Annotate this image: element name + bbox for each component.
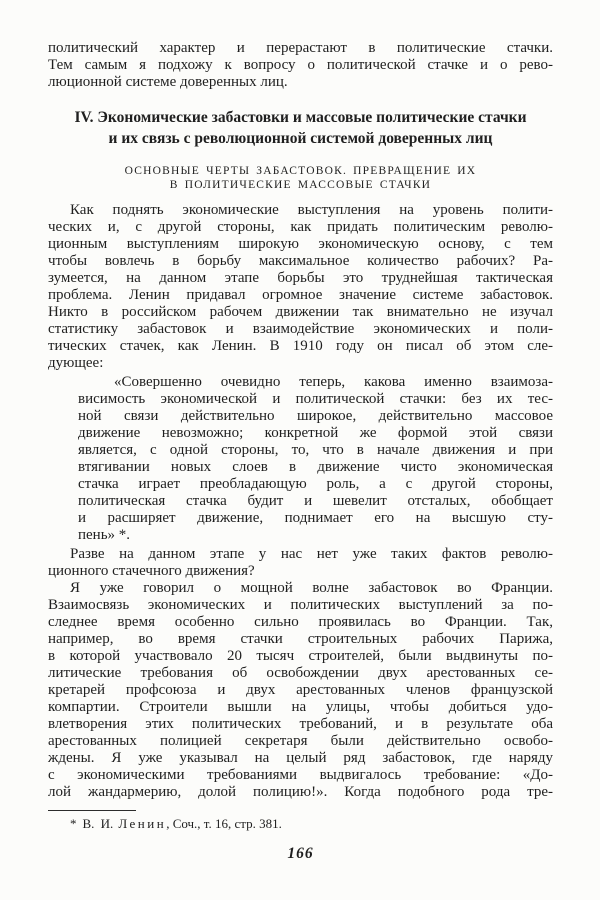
text-line: люционной системе доверенных лиц. xyxy=(48,74,288,90)
block-quote xyxy=(78,374,553,544)
footnote-divider xyxy=(48,810,136,811)
text-line: с экономическими требованиями выдвигалось требование: «До- xyxy=(48,767,553,783)
text-line: ционным выступлениям широкую экономическую основу, с тем xyxy=(48,236,553,252)
text-line: политический характер и перерастают в политические стачки. xyxy=(48,40,553,56)
footnote-marker: * xyxy=(70,816,77,831)
footnote-author-name: Ленин xyxy=(118,816,167,831)
text-line: втягивании новых слоев в движение чисто экономическая xyxy=(78,459,553,475)
text-line: Никто в российском рабочем движении так внимательно не изучал xyxy=(48,304,553,320)
text-line: движение невозможно; конкретной же формой этой связи xyxy=(78,425,553,441)
text-line: тических стачек, как Ленин. В 1910 году он писал об этом сле- xyxy=(48,338,553,354)
text-line: в которой участвовало 20 тысяч строителей, были выдвинуты по- xyxy=(48,648,553,664)
text-line: например, во время стачки строительных рабочих Парижа, xyxy=(48,631,553,647)
text-line: Я уже говорил о мощной волне забастовок во Франции. xyxy=(70,580,553,596)
text-line: Как поднять экономические выступления на уровень полити- xyxy=(70,202,553,218)
text-line: зумеется, на данном этапе борьбы это труднейшая тактическая xyxy=(48,270,553,286)
text-line: арестованных полицией секретаря были действительно освобо- xyxy=(48,733,553,749)
text-line: Тем самым я подхожу к вопросу о политической стачке и о рево- xyxy=(48,57,553,73)
section-heading-line: IV. Экономические забастовки и массовые политические стачки xyxy=(74,109,527,126)
text-line: дующее: xyxy=(48,355,104,371)
text-line: кретарей профсоюза и двух арестованных членов французской xyxy=(48,682,553,698)
text-line: компартии. Строители вышли на улицы, чтобы добиться удо- xyxy=(48,699,553,715)
text-line: ческих и, с другой стороны, как придать политическим револю- xyxy=(48,219,553,235)
section-subheading xyxy=(48,164,553,192)
subheading-line: В ПОЛИТИЧЕСКИЕ МАССОВЫЕ СТАЧКИ xyxy=(169,179,432,191)
paragraph-3 xyxy=(48,580,553,801)
paragraph-intro xyxy=(48,40,553,91)
text-line: стачка играет преобладающую роль, а с другой стороны, xyxy=(78,476,553,492)
text-line: следнее время особенно сильно проявилась во Франции. Так, xyxy=(48,614,553,630)
text-line: пень» *. xyxy=(78,527,131,543)
subheading-line: ОСНОВНЫЕ ЧЕРТЫ ЗАБАСТОВОК. ПРЕВРАЩЕНИЕ ИХ xyxy=(124,165,477,177)
text-line: литические требования об освобождении двух арестованных се- xyxy=(48,665,553,681)
text-line: висимость экономической и политической стачки: без их тес- xyxy=(78,391,553,407)
text-line: ной связи действительно широкое, действительно массовое xyxy=(78,408,553,424)
text-line: влетворения этих политических требований, и в результате оба xyxy=(48,716,553,732)
text-line: чтобы вовлечь в борьбу максимальное количество рабочих? Ра- xyxy=(48,253,553,269)
paragraph-2 xyxy=(48,546,553,580)
footnote xyxy=(48,816,553,832)
paragraph-1 xyxy=(48,202,553,372)
text-line: и расширяет движение, поднимает его на высшую сту- xyxy=(78,510,553,526)
page-number: 166 xyxy=(287,845,314,862)
text-line: Взаимосвязь экономических и политических выступлений за по- xyxy=(48,597,553,613)
footnote-author-initials: В. И. xyxy=(82,816,114,831)
text-line: является, с одной стороны, то, что в начале движения и при xyxy=(78,442,553,458)
text-line: ционного стачечного движения? xyxy=(48,563,255,579)
text-line: ждены. Я уже указывал на целый ряд забастовок, где наряду xyxy=(48,750,553,766)
text-line: статистику забастовок и взаимодействие экономических и поли- xyxy=(48,321,553,337)
text-line: лой жандармерию, долой полицию!». Когда подобного рода тре- xyxy=(48,784,553,800)
text-line: политическая стачка будит и шевелит отсталых, обобщает xyxy=(78,493,553,509)
text-line: проблема. Ленин придавал огромное значение системе забастовок. xyxy=(48,287,553,303)
text-line: Разве на данном этапе у нас нет уже таких фактов револю- xyxy=(70,546,553,562)
footnote-reference: , Соч., т. 16, стр. 381. xyxy=(166,816,282,831)
text-line: «Совершенно очевидно теперь, какова именно взаимоза- xyxy=(114,374,553,390)
section-heading xyxy=(48,107,553,149)
section-heading-line: и их связь с революционной системой доверенных лиц xyxy=(108,130,493,147)
